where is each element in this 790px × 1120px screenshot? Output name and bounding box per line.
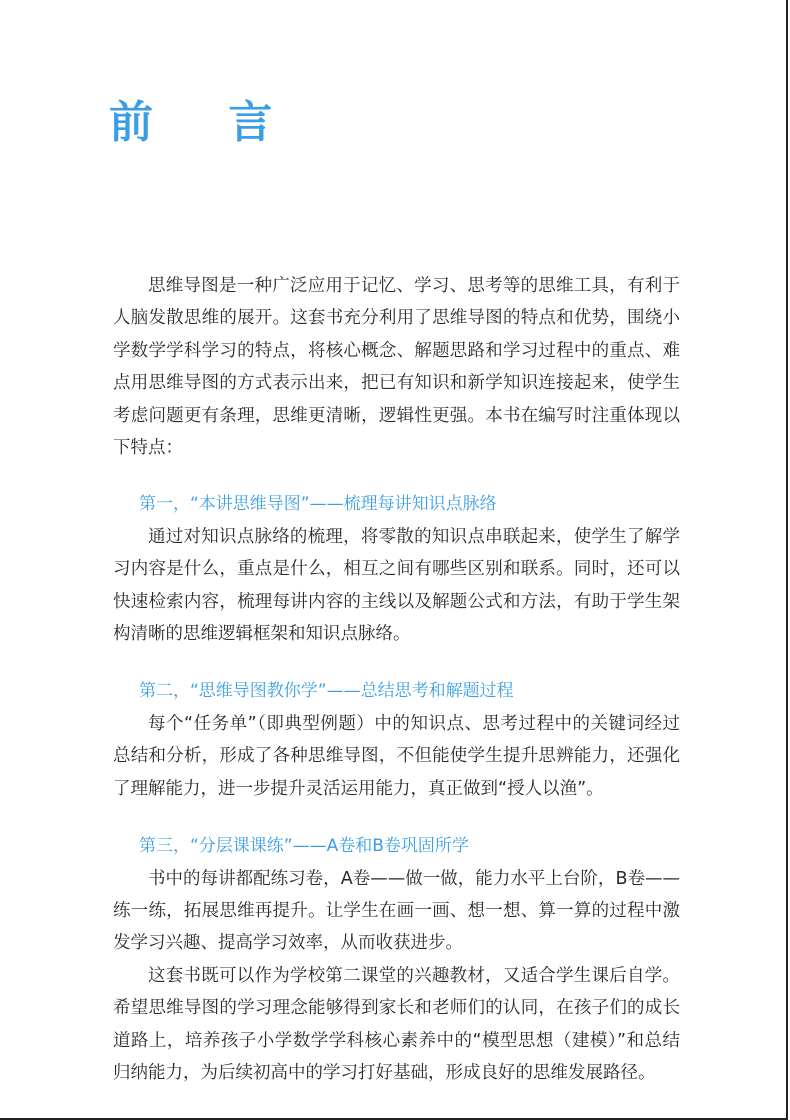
section-heading-3: 第三，“分层课课练”——A卷和B卷巩固所学 (139, 836, 469, 857)
spacer (113, 650, 680, 675)
closing-paragraph: 这套书既可以作为学校第二课堂的兴趣教材，又适合学生课后自学。希望思维导图的学习理念能够得到家长和老师们的认同，在孩子们的成长道路上，培养孩子小学数学学科核心素养中的“模型思想（建模）”和总结归纳能力，为后续初高中的学习打好基础，形成良好的思维发展路径。 (113, 965, 680, 1083)
section-body-2: 每个“任务单”（即典型例题）中的知识点、思考过程中的关键词经过总结和分析，形成了各种思维导图，不但能使学生提升思辨能力，还强化了理解能力，进一步提升灵活运用能力，真正做到“授人以渔”。 (113, 713, 680, 799)
page-content (113, 270, 680, 1089)
section-body-1: 通过对知识点脉络的梳理，将零散的知识点串联起来，使学生了解学习内容是什么，重点是什么，相互之间有哪些区别和联系。同时，还可以快速检索内容，梳理每讲内容的主线以及解题公式和方法，有助于学生架构清晰的思维逻辑框架和知识点脉络。 (113, 526, 680, 645)
spacer (113, 464, 680, 488)
intro-paragraph: 思维导图是一种广泛应用于记忆、学习、思考等的思维工具，有利于人脑发散思维的展开。这套书充分利用了思维导图的特点和优势，围绕小学数学学科学习的特点，将核心概念、解题思路和学习过程中的重点、难点用思维导图的方式表示出来，把已有知识和新学知识连接起来，使学生考虑问题更有条理，思维更清晰，逻辑性更强。本书在编写时注重体现以下特点： (113, 276, 680, 459)
page-title: 前 言 (109, 97, 303, 148)
section-body-3: 书中的每讲都配练习卷，A卷——做一做，能力水平上台阶，B卷——练一练，拓展思维再提升。让学生在画一画、想一想、算一算的过程中激发学习兴趣、提高学习效率，从而收获进步。 (113, 868, 680, 954)
section-heading-2: 第二，“思维导图教你学”——总结思考和解题过程 (139, 681, 514, 702)
spacer (113, 805, 680, 830)
section-heading-1: 第一，“本讲思维导图”——梳理每讲知识点脉络 (139, 494, 497, 515)
